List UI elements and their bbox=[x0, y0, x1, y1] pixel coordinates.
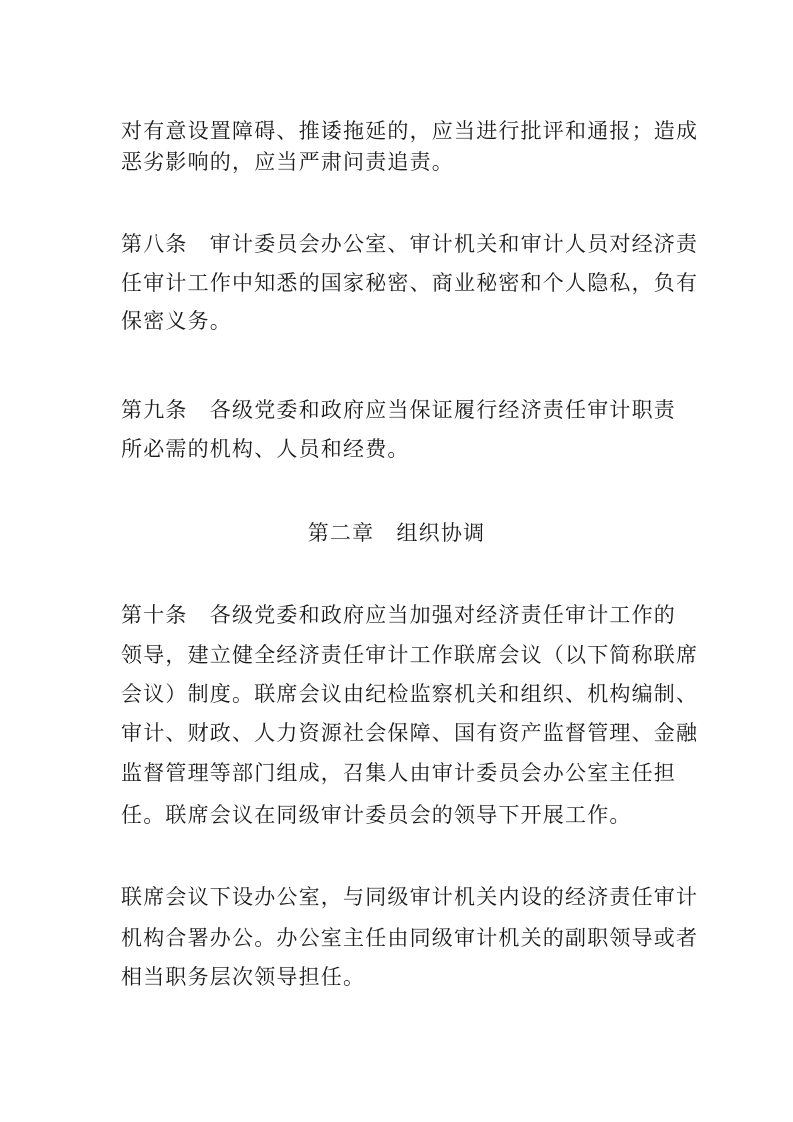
article-10-line: 领导，建立健全经济责任审计工作联席会议（以下简称联席 bbox=[121, 643, 699, 667]
article-10-para-2-line: 机构合署办公。办公室主任由同级审计机关的副职领导或者 bbox=[121, 926, 699, 950]
article-10-line: 审计、财政、人力资源社会保障、国有资产监督管理、金融 bbox=[121, 721, 699, 745]
article-10-line: 任。联席会议在同级审计委员会的领导下开展工作。 bbox=[121, 803, 632, 827]
article-10-line: 第十条 各级党委和政府应当加强对经济责任审计工作的 bbox=[121, 603, 676, 627]
article-10-line: 会议）制度。联席会议由纪检监察机关和组织、机构编制、 bbox=[121, 682, 699, 706]
article-9-line: 第九条 各级党委和政府应当保证履行经济责任审计职责 bbox=[121, 398, 676, 422]
article-8-line: 第八条 审计委员会办公室、审计机关和审计人员对经济责 bbox=[121, 232, 699, 256]
paragraph-line: 对有意设置障碍、推诿拖延的，应当进行批评和通报；造成 bbox=[121, 119, 699, 143]
article-10-line: 监督管理等部门组成，召集人由审计委员会办公室主任担 bbox=[121, 761, 676, 785]
article-9-line: 所必需的机构、人员和经费。 bbox=[121, 437, 410, 461]
article-10-para-2-line: 联席会议下设办公室，与同级审计机关内设的经济责任审计 bbox=[121, 885, 699, 909]
paragraph-line: 恶劣影响的，应当严肃问责追责。 bbox=[121, 150, 454, 174]
article-8-line: 保密义务。 bbox=[121, 309, 232, 333]
article-8-line: 任审计工作中知悉的国家秘密、商业秘密和个人隐私，负有 bbox=[121, 271, 699, 295]
article-10-para-2-line: 相当职务层次领导担任。 bbox=[121, 965, 366, 989]
chapter-heading: 第二章 组织协调 bbox=[307, 521, 486, 545]
